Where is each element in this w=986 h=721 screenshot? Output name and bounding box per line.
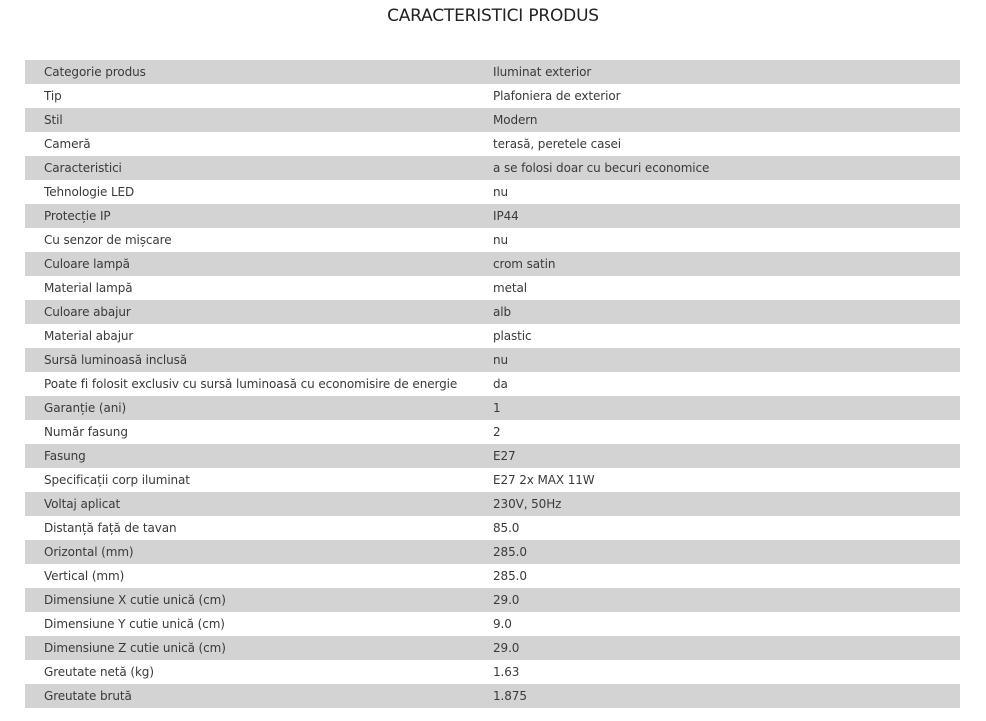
spec-row (25, 180, 960, 204)
spec-label: Culoare lampă (44, 257, 130, 271)
spec-row (25, 516, 960, 540)
spec-row (25, 420, 960, 444)
spec-row (25, 468, 960, 492)
spec-value: plastic (493, 329, 532, 343)
spec-label: Dimensiune Z cutie unică (cm) (44, 641, 226, 655)
spec-value: nu (493, 353, 509, 367)
spec-value: IP44 (493, 209, 519, 223)
spec-value: 1 (493, 401, 501, 415)
spec-value: Modern (493, 113, 538, 127)
spec-label: Cameră (44, 137, 91, 151)
spec-value: 2 (493, 425, 501, 439)
spec-label: Tehnologie LED (44, 185, 135, 199)
spec-row (25, 132, 960, 156)
spec-value: Plafoniera de exterior (493, 89, 621, 103)
spec-row (25, 444, 960, 468)
spec-row (25, 660, 960, 684)
spec-value: Iluminat exterior (493, 65, 592, 79)
spec-label: Vertical (mm) (44, 569, 125, 583)
spec-label: Orizontal (mm) (44, 545, 134, 559)
spec-value: da (493, 377, 508, 391)
spec-label: Categorie produs (44, 65, 146, 79)
spec-value: E27 (493, 449, 516, 463)
spec-value: a se folosi doar cu becuri economice (493, 161, 710, 175)
spec-label: Specificații corp iluminat (44, 473, 190, 487)
spec-label: Dimensiune X cutie unică (cm) (44, 593, 226, 607)
spec-label: Poate fi folosit exclusiv cu sursă luminoasă cu economisire de energie (44, 377, 458, 391)
spec-label: Număr fasung (44, 425, 128, 439)
spec-row (25, 564, 960, 588)
spec-label: Cu senzor de mișcare (44, 233, 172, 247)
spec-row (25, 84, 960, 108)
spec-row (25, 108, 960, 132)
spec-value: 29.0 (493, 641, 520, 655)
spec-label: Culoare abajur (44, 305, 131, 319)
spec-row (25, 636, 960, 660)
spec-label: Dimensiune Y cutie unică (cm) (44, 617, 225, 631)
spec-row (25, 612, 960, 636)
spec-value: alb (493, 305, 512, 319)
spec-value: 85.0 (493, 521, 520, 535)
spec-row (25, 156, 960, 180)
spec-value: E27 2x MAX 11W (493, 473, 595, 487)
spec-label: Garanție (ani) (44, 401, 127, 415)
spec-value: terasă, peretele casei (493, 137, 622, 151)
spec-row (25, 300, 960, 324)
spec-label: Voltaj aplicat (44, 497, 121, 511)
spec-value: 1.63 (493, 665, 520, 679)
spec-value: nu (493, 233, 509, 247)
spec-value: metal (493, 281, 527, 295)
spec-row (25, 540, 960, 564)
spec-row (25, 204, 960, 228)
spec-value: 29.0 (493, 593, 520, 607)
spec-row (25, 324, 960, 348)
spec-label: Protecție IP (44, 209, 111, 223)
spec-label: Distanță față de tavan (44, 521, 177, 535)
spec-label: Stil (44, 113, 63, 127)
spec-value: 9.0 (493, 617, 512, 631)
specifications-table (25, 60, 960, 708)
page-title: CARACTERISTICI PRODUS (387, 6, 599, 26)
spec-row (25, 492, 960, 516)
spec-row (25, 252, 960, 276)
spec-value: 285.0 (493, 569, 527, 583)
spec-row (25, 684, 960, 708)
spec-value: crom satin (493, 257, 556, 271)
spec-row (25, 60, 960, 84)
spec-row (25, 348, 960, 372)
spec-row (25, 276, 960, 300)
spec-label: Caracteristici (44, 161, 122, 175)
spec-row (25, 588, 960, 612)
spec-label: Material abajur (44, 329, 134, 343)
spec-label: Greutate netă (kg) (44, 665, 154, 679)
spec-label: Tip (44, 89, 62, 103)
spec-value: 285.0 (493, 545, 527, 559)
spec-value: 230V, 50Hz (493, 497, 562, 511)
spec-row (25, 228, 960, 252)
spec-label: Fasung (44, 449, 86, 463)
spec-row (25, 372, 960, 396)
spec-value: 1.875 (493, 689, 527, 703)
spec-row (25, 396, 960, 420)
spec-value: nu (493, 185, 509, 199)
spec-label: Sursă luminoasă inclusă (44, 353, 188, 367)
spec-label: Greutate brută (44, 689, 132, 703)
spec-label: Material lampă (44, 281, 133, 295)
